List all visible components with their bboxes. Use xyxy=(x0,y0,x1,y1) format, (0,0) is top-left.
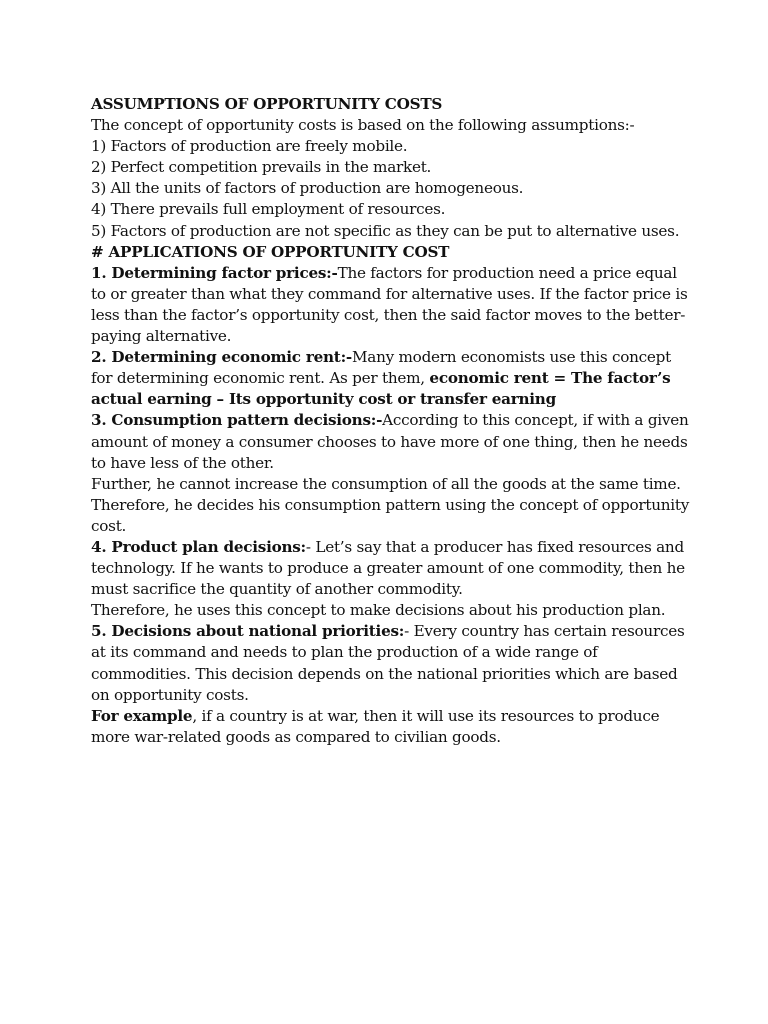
application-5 xyxy=(91,621,691,705)
application-title: 2. Determining economic rent:- xyxy=(91,348,352,367)
application-4 xyxy=(91,537,691,600)
economic-rent-formula: economic rent = The factor’s actual earning – Its opportunity cost or transfer earning xyxy=(91,369,671,409)
application-text: - Let’s say that a producer has fixed resources and technology. If he wants to produce a greater amount of one commodity, then he must sacrifice the quantity of another commodity. xyxy=(91,537,685,599)
application-title: 5. Decisions about national priorities: xyxy=(91,622,405,641)
intro-text: The concept of opportunity costs is based on the following assumptions:- xyxy=(91,116,635,135)
application-title: 3. Consumption pattern decisions:- xyxy=(91,411,383,430)
assumption-item: 2) Perfect competition prevails in the market. xyxy=(91,158,432,177)
assumption-item: 5) Factors of production are not specific as they can be put to alternative uses. xyxy=(91,221,680,240)
example-text: , if a country is at war, then it will use its resources to produce more war-related goods as compared to civilian goods. xyxy=(91,706,660,746)
application-3-continued: Further, he cannot increase the consumption of all the goods at the same time. Therefore, he decides his consumption pattern using the concept of opportunity cost. xyxy=(91,474,690,535)
applications-heading: # APPLICATIONS OF OPPORTUNITY COST xyxy=(91,242,450,261)
application-text: According to this concept, if with a given amount of money a consumer chooses to have more of one thing, then he needs to have less of the other. xyxy=(91,411,689,472)
application-2 xyxy=(91,347,691,410)
example-title: For example xyxy=(91,706,193,725)
application-text: Many modern economists use this concept for determining economic rent. As per them, xyxy=(91,348,671,388)
application-1 xyxy=(91,263,691,347)
application-3 xyxy=(91,410,691,473)
application-text: - Every country has certain resources at its command and needs to plan the production of a wide range of commodities. This decision depends on the national priorities which are based on opportunity costs. xyxy=(91,622,685,704)
document-body xyxy=(91,94,691,748)
document-heading: ASSUMPTIONS OF OPPORTUNITY COSTS xyxy=(91,95,443,113)
assumption-item: 1) Factors of production are freely mobile. xyxy=(91,137,408,156)
assumption-item: 4) There prevails full employment of resources. xyxy=(91,200,446,219)
example-paragraph xyxy=(91,706,691,748)
application-text: The factors for production need a price equal to or greater than what they command for alternative uses. If the factor price is less than the factor’s opportunity cost, then the said factor moves to the better-paying alternative. xyxy=(91,263,688,346)
application-4-continued: Therefore, he uses this concept to make decisions about his production plan. xyxy=(91,601,666,620)
application-title: 4. Product plan decisions: xyxy=(91,537,306,556)
application-title: 1. Determining factor prices:- xyxy=(91,263,338,282)
assumption-item: 3) All the units of factors of production are homogeneous. xyxy=(91,179,524,198)
